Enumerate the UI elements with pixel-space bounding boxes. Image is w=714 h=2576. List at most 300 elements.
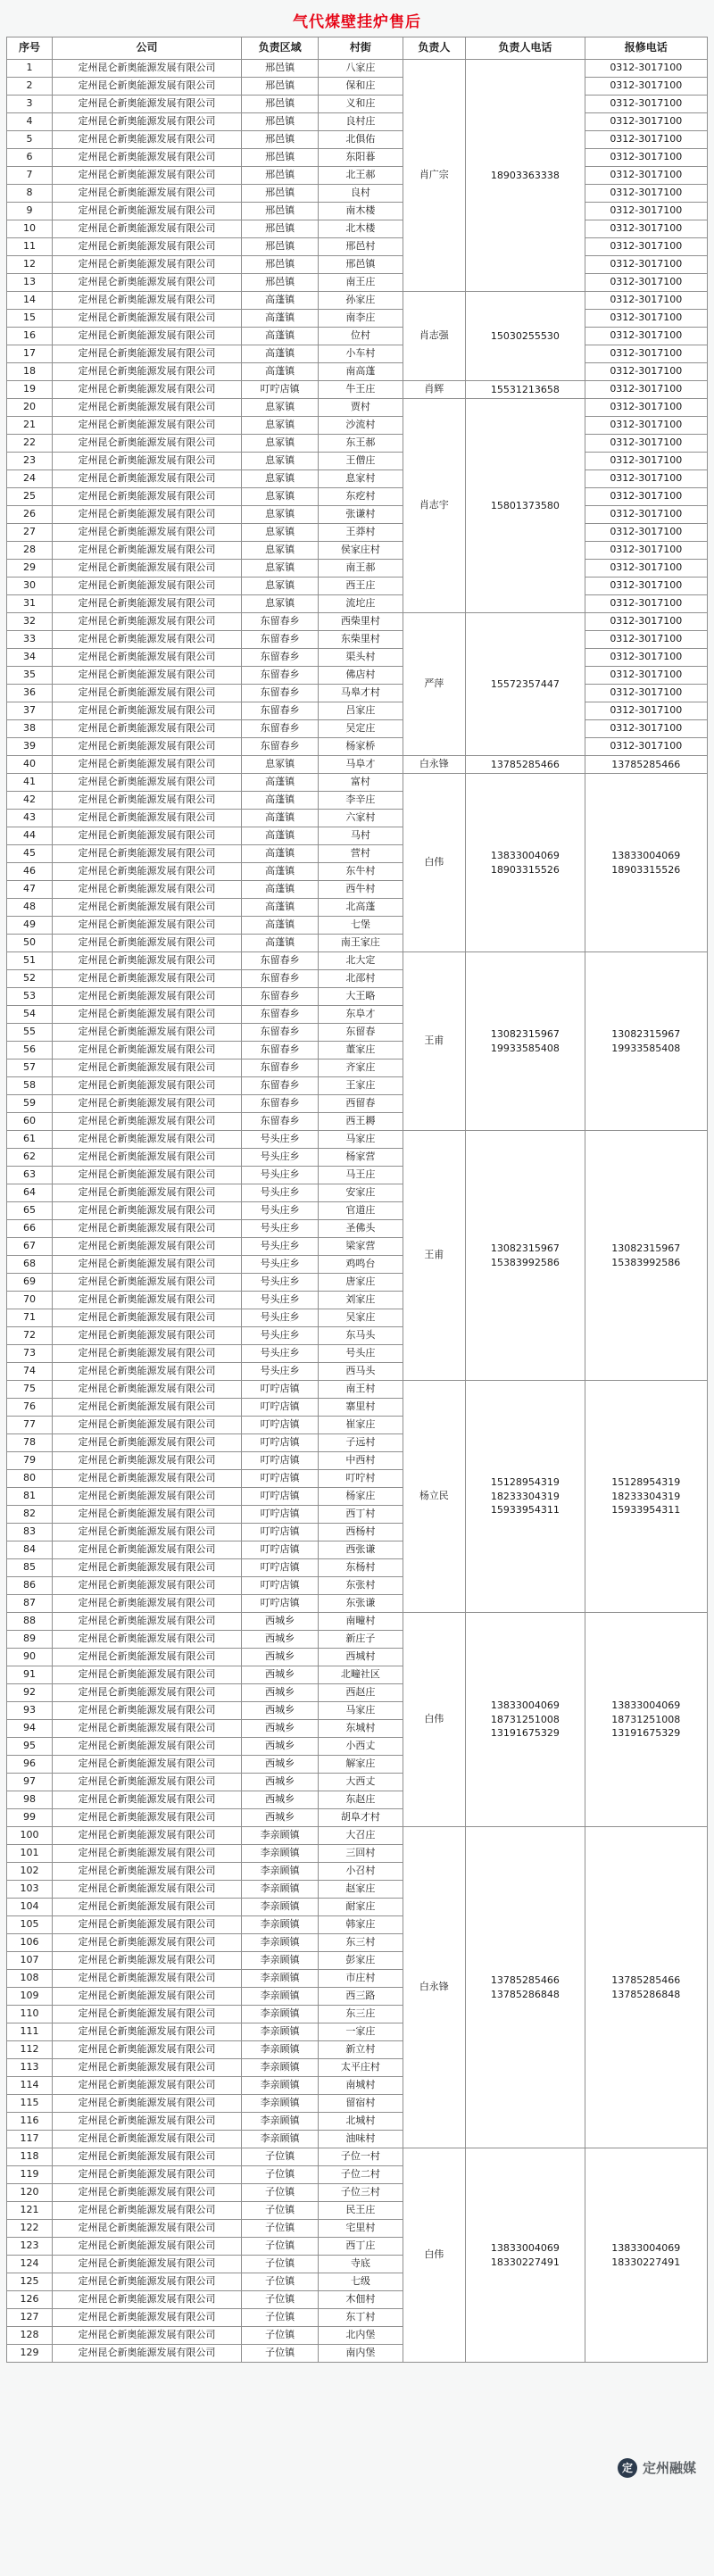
area-cell: 西城乡 — [241, 1702, 318, 1720]
area-cell: 邢邑镇 — [241, 78, 318, 96]
area-cell: 叮咛店镇 — [241, 1559, 318, 1577]
area-cell: 东留春乡 — [241, 1059, 318, 1077]
company-cell: 定州昆仑新奥能源发展有限公司 — [53, 2148, 242, 2166]
repair-phone-cell: 0312-3017100 — [585, 417, 707, 435]
area-cell: 东留春乡 — [241, 1042, 318, 1059]
company-cell: 定州昆仑新奥能源发展有限公司 — [53, 863, 242, 881]
dingzhou-media-logo-icon: 定 — [618, 2458, 637, 2478]
row-number: 117 — [7, 2131, 53, 2148]
area-cell: 号头庄乡 — [241, 1292, 318, 1309]
company-cell: 定州昆仑新奥能源发展有限公司 — [53, 1988, 242, 2006]
area-cell: 东留春乡 — [241, 667, 318, 685]
village-cell: 市庄村 — [319, 1970, 403, 1988]
row-number: 99 — [7, 1809, 53, 1827]
company-cell: 定州昆仑新奥能源发展有限公司 — [53, 292, 242, 310]
area-cell: 西城乡 — [241, 1774, 318, 1791]
village-cell: 邢邑镇 — [319, 256, 403, 274]
area-cell: 西城乡 — [241, 1666, 318, 1684]
village-cell: 南疃村 — [319, 1613, 403, 1631]
row-number: 120 — [7, 2184, 53, 2202]
table-row — [7, 595, 708, 613]
row-number: 111 — [7, 2023, 53, 2041]
area-cell: 叮咛店镇 — [241, 1541, 318, 1559]
village-cell: 孙家庄 — [319, 292, 403, 310]
village-cell: 马家庄 — [319, 1131, 403, 1149]
area-cell: 高蓬镇 — [241, 810, 318, 827]
company-cell: 定州昆仑新奥能源发展有限公司 — [53, 363, 242, 381]
row-number: 71 — [7, 1309, 53, 1327]
row-number: 2 — [7, 78, 53, 96]
area-cell: 子位镇 — [241, 2309, 318, 2327]
village-cell: 子位一村 — [319, 2148, 403, 2166]
company-cell: 定州昆仑新奥能源发展有限公司 — [53, 1970, 242, 1988]
village-cell: 邢邑村 — [319, 238, 403, 256]
company-cell: 定州昆仑新奥能源发展有限公司 — [53, 1006, 242, 1024]
company-cell: 定州昆仑新奥能源发展有限公司 — [53, 738, 242, 756]
company-cell: 定州昆仑新奥能源发展有限公司 — [53, 470, 242, 488]
area-cell: 高蓬镇 — [241, 899, 318, 917]
row-number: 70 — [7, 1292, 53, 1309]
row-number: 58 — [7, 1077, 53, 1095]
company-cell: 定州昆仑新奥能源发展有限公司 — [53, 399, 242, 417]
repair-phone-cell: 0312-3017100 — [585, 220, 707, 238]
area-cell: 西城乡 — [241, 1791, 318, 1809]
table-row — [7, 435, 708, 453]
area-cell: 高蓬镇 — [241, 363, 318, 381]
row-number: 128 — [7, 2327, 53, 2345]
row-number: 27 — [7, 524, 53, 542]
repair-phone-cell: 0312-3017100 — [585, 345, 707, 363]
village-cell: 杨家桥 — [319, 738, 403, 756]
company-cell: 定州昆仑新奥能源发展有限公司 — [53, 1916, 242, 1934]
row-number: 110 — [7, 2006, 53, 2023]
village-cell: 西留春 — [319, 1095, 403, 1113]
repair-phone-cell: 0312-3017100 — [585, 167, 707, 185]
company-cell: 定州昆仑新奥能源发展有限公司 — [53, 1791, 242, 1809]
row-number: 12 — [7, 256, 53, 274]
table-row — [7, 685, 708, 702]
row-number: 84 — [7, 1541, 53, 1559]
row-number: 33 — [7, 631, 53, 649]
repair-phone-cell: 0312-3017100 — [585, 488, 707, 506]
village-cell: 西牛村 — [319, 881, 403, 899]
repair-phone-cell: 0312-3017100 — [585, 542, 707, 560]
row-number: 106 — [7, 1934, 53, 1952]
company-cell: 定州昆仑新奥能源发展有限公司 — [53, 1631, 242, 1649]
area-cell: 子位镇 — [241, 2148, 318, 2166]
village-cell: 唐家庄 — [319, 1274, 403, 1292]
area-cell: 东留春乡 — [241, 702, 318, 720]
village-cell: 梁家营 — [319, 1238, 403, 1256]
row-number: 87 — [7, 1595, 53, 1613]
repair-phone-cell: 0312-3017100 — [585, 631, 707, 649]
company-cell: 定州昆仑新奥能源发展有限公司 — [53, 1506, 242, 1524]
column-header-2: 负责区域 — [241, 37, 318, 60]
repair-phone-cell: 0312-3017100 — [585, 274, 707, 292]
table-row — [7, 256, 708, 274]
row-number: 114 — [7, 2077, 53, 2095]
person-phone-cell: 13833004069 18903315526 — [466, 774, 585, 952]
repair-phone-cell: 0312-3017100 — [585, 256, 707, 274]
row-number: 86 — [7, 1577, 53, 1595]
row-number: 122 — [7, 2220, 53, 2238]
village-cell: 大召庄 — [319, 1827, 403, 1845]
area-cell: 高蓬镇 — [241, 774, 318, 792]
row-number: 51 — [7, 952, 53, 970]
row-number: 103 — [7, 1881, 53, 1899]
company-cell: 定州昆仑新奥能源发展有限公司 — [53, 185, 242, 203]
footer — [0, 2363, 714, 2576]
village-cell: 南木楼 — [319, 203, 403, 220]
area-cell: 高蓬镇 — [241, 292, 318, 310]
company-cell: 定州昆仑新奥能源发展有限公司 — [53, 560, 242, 578]
village-cell: 新立村 — [319, 2041, 403, 2059]
table-row — [7, 1131, 708, 1149]
area-cell: 李亲顾镇 — [241, 2113, 318, 2131]
company-cell: 定州昆仑新奥能源发展有限公司 — [53, 345, 242, 363]
company-cell: 定州昆仑新奥能源发展有限公司 — [53, 1434, 242, 1452]
village-cell: 彭家庄 — [319, 1952, 403, 1970]
company-cell: 定州昆仑新奥能源发展有限公司 — [53, 578, 242, 595]
row-number: 97 — [7, 1774, 53, 1791]
village-cell: 东牛村 — [319, 863, 403, 881]
row-number: 54 — [7, 1006, 53, 1024]
village-cell: 崔家庄 — [319, 1417, 403, 1434]
repair-phone-cell: 0312-3017100 — [585, 560, 707, 578]
person-cell: 严萍 — [403, 613, 466, 756]
row-number: 6 — [7, 149, 53, 167]
row-number: 43 — [7, 810, 53, 827]
company-cell: 定州昆仑新奥能源发展有限公司 — [53, 2345, 242, 2363]
village-cell: 东王郝 — [319, 435, 403, 453]
row-number: 127 — [7, 2309, 53, 2327]
company-cell: 定州昆仑新奥能源发展有限公司 — [53, 881, 242, 899]
table-row — [7, 1381, 708, 1399]
header-row — [7, 37, 708, 60]
person-cell: 肖广宗 — [403, 60, 466, 292]
person-cell: 白伟 — [403, 774, 466, 952]
village-cell: 七级 — [319, 2273, 403, 2291]
area-cell: 息冢镇 — [241, 524, 318, 542]
village-cell: 八家庄 — [319, 60, 403, 78]
row-number: 100 — [7, 1827, 53, 1845]
company-cell: 定州昆仑新奥能源发展有限公司 — [53, 417, 242, 435]
area-cell: 子位镇 — [241, 2202, 318, 2220]
row-number: 40 — [7, 756, 53, 774]
village-cell: 宅里村 — [319, 2220, 403, 2238]
village-cell: 东赵庄 — [319, 1791, 403, 1809]
village-cell: 赵家庄 — [319, 1881, 403, 1899]
village-cell: 北木楼 — [319, 220, 403, 238]
repair-phone-cell: 0312-3017100 — [585, 613, 707, 631]
area-cell: 高蓬镇 — [241, 935, 318, 952]
column-header-4: 负责人 — [403, 37, 466, 60]
row-number: 89 — [7, 1631, 53, 1649]
row-number: 28 — [7, 542, 53, 560]
table-row — [7, 113, 708, 131]
company-cell: 定州昆仑新奥能源发展有限公司 — [53, 256, 242, 274]
row-number: 79 — [7, 1452, 53, 1470]
row-number: 118 — [7, 2148, 53, 2166]
column-header-5: 负责人电话 — [466, 37, 585, 60]
column-header-3: 村街 — [319, 37, 403, 60]
area-cell: 高蓬镇 — [241, 310, 318, 328]
village-cell: 太平庄村 — [319, 2059, 403, 2077]
company-cell: 定州昆仑新奥能源发展有限公司 — [53, 238, 242, 256]
row-number: 5 — [7, 131, 53, 149]
village-cell: 南高蓬 — [319, 363, 403, 381]
table-body — [7, 60, 708, 2363]
village-cell: 民王庄 — [319, 2202, 403, 2220]
table-row — [7, 631, 708, 649]
repair-phone-cell: 13082315967 19933585408 — [585, 952, 707, 1131]
row-number: 56 — [7, 1042, 53, 1059]
row-number: 14 — [7, 292, 53, 310]
company-cell: 定州昆仑新奥能源发展有限公司 — [53, 1649, 242, 1666]
area-cell: 息冢镇 — [241, 453, 318, 470]
person-cell: 肖志强 — [403, 292, 466, 381]
area-cell: 邢邑镇 — [241, 203, 318, 220]
company-cell: 定州昆仑新奥能源发展有限公司 — [53, 2023, 242, 2041]
row-number: 4 — [7, 113, 53, 131]
repair-phone-cell: 0312-3017100 — [585, 435, 707, 453]
repair-phone-cell: 13833004069 18731251008 13191675329 — [585, 1613, 707, 1827]
person-phone-cell: 15030255530 — [466, 292, 585, 381]
village-cell: 流坨庄 — [319, 595, 403, 613]
repair-phone-cell: 0312-3017100 — [585, 96, 707, 113]
repair-phone-cell: 0312-3017100 — [585, 667, 707, 685]
company-cell: 定州昆仑新奥能源发展有限公司 — [53, 1934, 242, 1952]
village-cell: 解家庄 — [319, 1756, 403, 1774]
village-cell: 木佃村 — [319, 2291, 403, 2309]
area-cell: 息冢镇 — [241, 417, 318, 435]
village-cell: 张谦村 — [319, 506, 403, 524]
row-number: 105 — [7, 1916, 53, 1934]
village-cell: 东城村 — [319, 1720, 403, 1738]
row-number: 72 — [7, 1327, 53, 1345]
area-cell: 高蓬镇 — [241, 917, 318, 935]
area-cell: 叮咛店镇 — [241, 1488, 318, 1506]
row-number: 67 — [7, 1238, 53, 1256]
table-row — [7, 470, 708, 488]
repair-phone-cell: 0312-3017100 — [585, 78, 707, 96]
company-cell: 定州昆仑新奥能源发展有限公司 — [53, 381, 242, 399]
row-number: 104 — [7, 1899, 53, 1916]
table-row — [7, 488, 708, 506]
company-cell: 定州昆仑新奥能源发展有限公司 — [53, 1131, 242, 1149]
company-cell: 定州昆仑新奥能源发展有限公司 — [53, 1702, 242, 1720]
company-cell: 定州昆仑新奥能源发展有限公司 — [53, 1559, 242, 1577]
repair-phone-cell: 0312-3017100 — [585, 149, 707, 167]
row-number: 78 — [7, 1434, 53, 1452]
village-cell: 南城村 — [319, 2077, 403, 2095]
repair-phone-cell: 0312-3017100 — [585, 738, 707, 756]
village-cell: 东柴里村 — [319, 631, 403, 649]
company-cell: 定州昆仑新奥能源发展有限公司 — [53, 2166, 242, 2184]
company-cell: 定州昆仑新奥能源发展有限公司 — [53, 1238, 242, 1256]
village-cell: 胡阜才村 — [319, 1809, 403, 1827]
village-cell: 小召村 — [319, 1863, 403, 1881]
village-cell: 中西村 — [319, 1452, 403, 1470]
village-cell: 李辛庄 — [319, 792, 403, 810]
row-number: 48 — [7, 899, 53, 917]
table-row — [7, 185, 708, 203]
company-cell: 定州昆仑新奥能源发展有限公司 — [53, 1577, 242, 1595]
table-row — [7, 578, 708, 595]
area-cell: 息冢镇 — [241, 578, 318, 595]
village-cell: 刘家庄 — [319, 1292, 403, 1309]
village-cell: 董家庄 — [319, 1042, 403, 1059]
row-number: 10 — [7, 220, 53, 238]
village-cell: 王莽村 — [319, 524, 403, 542]
village-cell: 渠头村 — [319, 649, 403, 667]
village-cell: 西三路 — [319, 1988, 403, 2006]
village-cell: 佛店村 — [319, 667, 403, 685]
company-cell: 定州昆仑新奥能源发展有限公司 — [53, 810, 242, 827]
table-row — [7, 613, 708, 631]
person-cell: 肖辉 — [403, 381, 466, 399]
repair-phone-cell: 0312-3017100 — [585, 185, 707, 203]
person-cell: 王甫 — [403, 1131, 466, 1381]
village-cell: 西柴里村 — [319, 613, 403, 631]
company-cell: 定州昆仑新奥能源发展有限公司 — [53, 1113, 242, 1131]
repair-phone-cell: 0312-3017100 — [585, 720, 707, 738]
repair-phone-cell: 0312-3017100 — [585, 238, 707, 256]
village-cell: 大王略 — [319, 988, 403, 1006]
person-phone-cell: 13833004069 18731251008 13191675329 — [466, 1613, 585, 1827]
village-cell: 三回村 — [319, 1845, 403, 1863]
village-cell: 吴家庄 — [319, 1309, 403, 1327]
row-number: 11 — [7, 238, 53, 256]
row-number: 94 — [7, 1720, 53, 1738]
row-number: 64 — [7, 1184, 53, 1202]
village-cell: 营村 — [319, 845, 403, 863]
area-cell: 高蓬镇 — [241, 792, 318, 810]
repair-phone-cell: 0312-3017100 — [585, 60, 707, 78]
row-number: 76 — [7, 1399, 53, 1417]
repair-phone-cell: 0312-3017100 — [585, 506, 707, 524]
company-cell: 定州昆仑新奥能源发展有限公司 — [53, 595, 242, 613]
area-cell: 东留春乡 — [241, 649, 318, 667]
person-phone-cell: 13082315967 15383992586 — [466, 1131, 585, 1381]
area-cell: 号头庄乡 — [241, 1309, 318, 1327]
area-cell: 叮咛店镇 — [241, 1399, 318, 1417]
company-cell: 定州昆仑新奥能源发展有限公司 — [53, 1613, 242, 1631]
company-cell: 定州昆仑新奥能源发展有限公司 — [53, 2113, 242, 2131]
table-row — [7, 167, 708, 185]
repair-phone-cell: 0312-3017100 — [585, 595, 707, 613]
repair-phone-cell: 0312-3017100 — [585, 578, 707, 595]
row-number: 93 — [7, 1702, 53, 1720]
company-cell: 定州昆仑新奥能源发展有限公司 — [53, 2291, 242, 2309]
row-number: 65 — [7, 1202, 53, 1220]
village-cell: 东杨村 — [319, 1559, 403, 1577]
row-number: 129 — [7, 2345, 53, 2363]
company-cell: 定州昆仑新奥能源发展有限公司 — [53, 542, 242, 560]
company-cell: 定州昆仑新奥能源发展有限公司 — [53, 774, 242, 792]
row-number: 119 — [7, 2166, 53, 2184]
row-number: 16 — [7, 328, 53, 345]
company-cell: 定州昆仑新奥能源发展有限公司 — [53, 1095, 242, 1113]
company-cell: 定州昆仑新奥能源发展有限公司 — [53, 1274, 242, 1292]
village-cell: 西丁庄 — [319, 2238, 403, 2256]
company-cell: 定州昆仑新奥能源发展有限公司 — [53, 631, 242, 649]
area-cell: 息冢镇 — [241, 488, 318, 506]
area-cell: 李亲顾镇 — [241, 1916, 318, 1934]
row-number: 29 — [7, 560, 53, 578]
area-cell: 息冢镇 — [241, 506, 318, 524]
village-cell: 北内堡 — [319, 2327, 403, 2345]
company-cell: 定州昆仑新奥能源发展有限公司 — [53, 2309, 242, 2327]
repair-phone-cell: 0312-3017100 — [585, 363, 707, 381]
row-number: 124 — [7, 2256, 53, 2273]
village-cell: 位村 — [319, 328, 403, 345]
area-cell: 号头庄乡 — [241, 1327, 318, 1345]
row-number: 61 — [7, 1131, 53, 1149]
area-cell: 叮咛店镇 — [241, 1381, 318, 1399]
row-number: 69 — [7, 1274, 53, 1292]
company-cell: 定州昆仑新奥能源发展有限公司 — [53, 2238, 242, 2256]
village-cell: 新庄子 — [319, 1631, 403, 1649]
row-number: 90 — [7, 1649, 53, 1666]
company-cell: 定州昆仑新奥能源发展有限公司 — [53, 1881, 242, 1899]
area-cell: 李亲顾镇 — [241, 1845, 318, 1863]
table-row — [7, 345, 708, 363]
area-cell: 西城乡 — [241, 1756, 318, 1774]
table-row — [7, 149, 708, 167]
village-cell: 大西丈 — [319, 1774, 403, 1791]
area-cell: 子位镇 — [241, 2166, 318, 2184]
row-number: 92 — [7, 1684, 53, 1702]
area-cell: 东留春乡 — [241, 1113, 318, 1131]
row-number: 115 — [7, 2095, 53, 2113]
row-number: 26 — [7, 506, 53, 524]
person-phone-cell: 13785285466 — [466, 756, 585, 774]
row-number: 116 — [7, 2113, 53, 2131]
village-cell: 六家村 — [319, 810, 403, 827]
village-cell: 南王家庄 — [319, 935, 403, 952]
row-number: 123 — [7, 2238, 53, 2256]
village-cell: 东三庄 — [319, 2006, 403, 2023]
area-cell: 西城乡 — [241, 1613, 318, 1631]
row-number: 66 — [7, 1220, 53, 1238]
row-number: 39 — [7, 738, 53, 756]
company-cell: 定州昆仑新奥能源发展有限公司 — [53, 720, 242, 738]
area-cell: 息冢镇 — [241, 756, 318, 774]
area-cell: 子位镇 — [241, 2220, 318, 2238]
area-cell: 东留春乡 — [241, 738, 318, 756]
company-cell: 定州昆仑新奥能源发展有限公司 — [53, 2256, 242, 2273]
village-cell: 耐家庄 — [319, 1899, 403, 1916]
area-cell: 东留春乡 — [241, 720, 318, 738]
area-cell: 东留春乡 — [241, 685, 318, 702]
company-cell: 定州昆仑新奥能源发展有限公司 — [53, 131, 242, 149]
repair-phone-cell: 0312-3017100 — [585, 685, 707, 702]
company-cell: 定州昆仑新奥能源发展有限公司 — [53, 113, 242, 131]
village-cell: 东阳暮 — [319, 149, 403, 167]
area-cell: 息冢镇 — [241, 470, 318, 488]
area-cell: 叮咛店镇 — [241, 381, 318, 399]
column-header-1: 公司 — [53, 37, 242, 60]
area-cell: 子位镇 — [241, 2184, 318, 2202]
village-cell: 良村庄 — [319, 113, 403, 131]
row-number: 52 — [7, 970, 53, 988]
company-cell: 定州昆仑新奥能源发展有限公司 — [53, 2077, 242, 2095]
area-cell: 东留春乡 — [241, 1006, 318, 1024]
area-cell: 子位镇 — [241, 2273, 318, 2291]
row-number: 112 — [7, 2041, 53, 2059]
table-row — [7, 542, 708, 560]
